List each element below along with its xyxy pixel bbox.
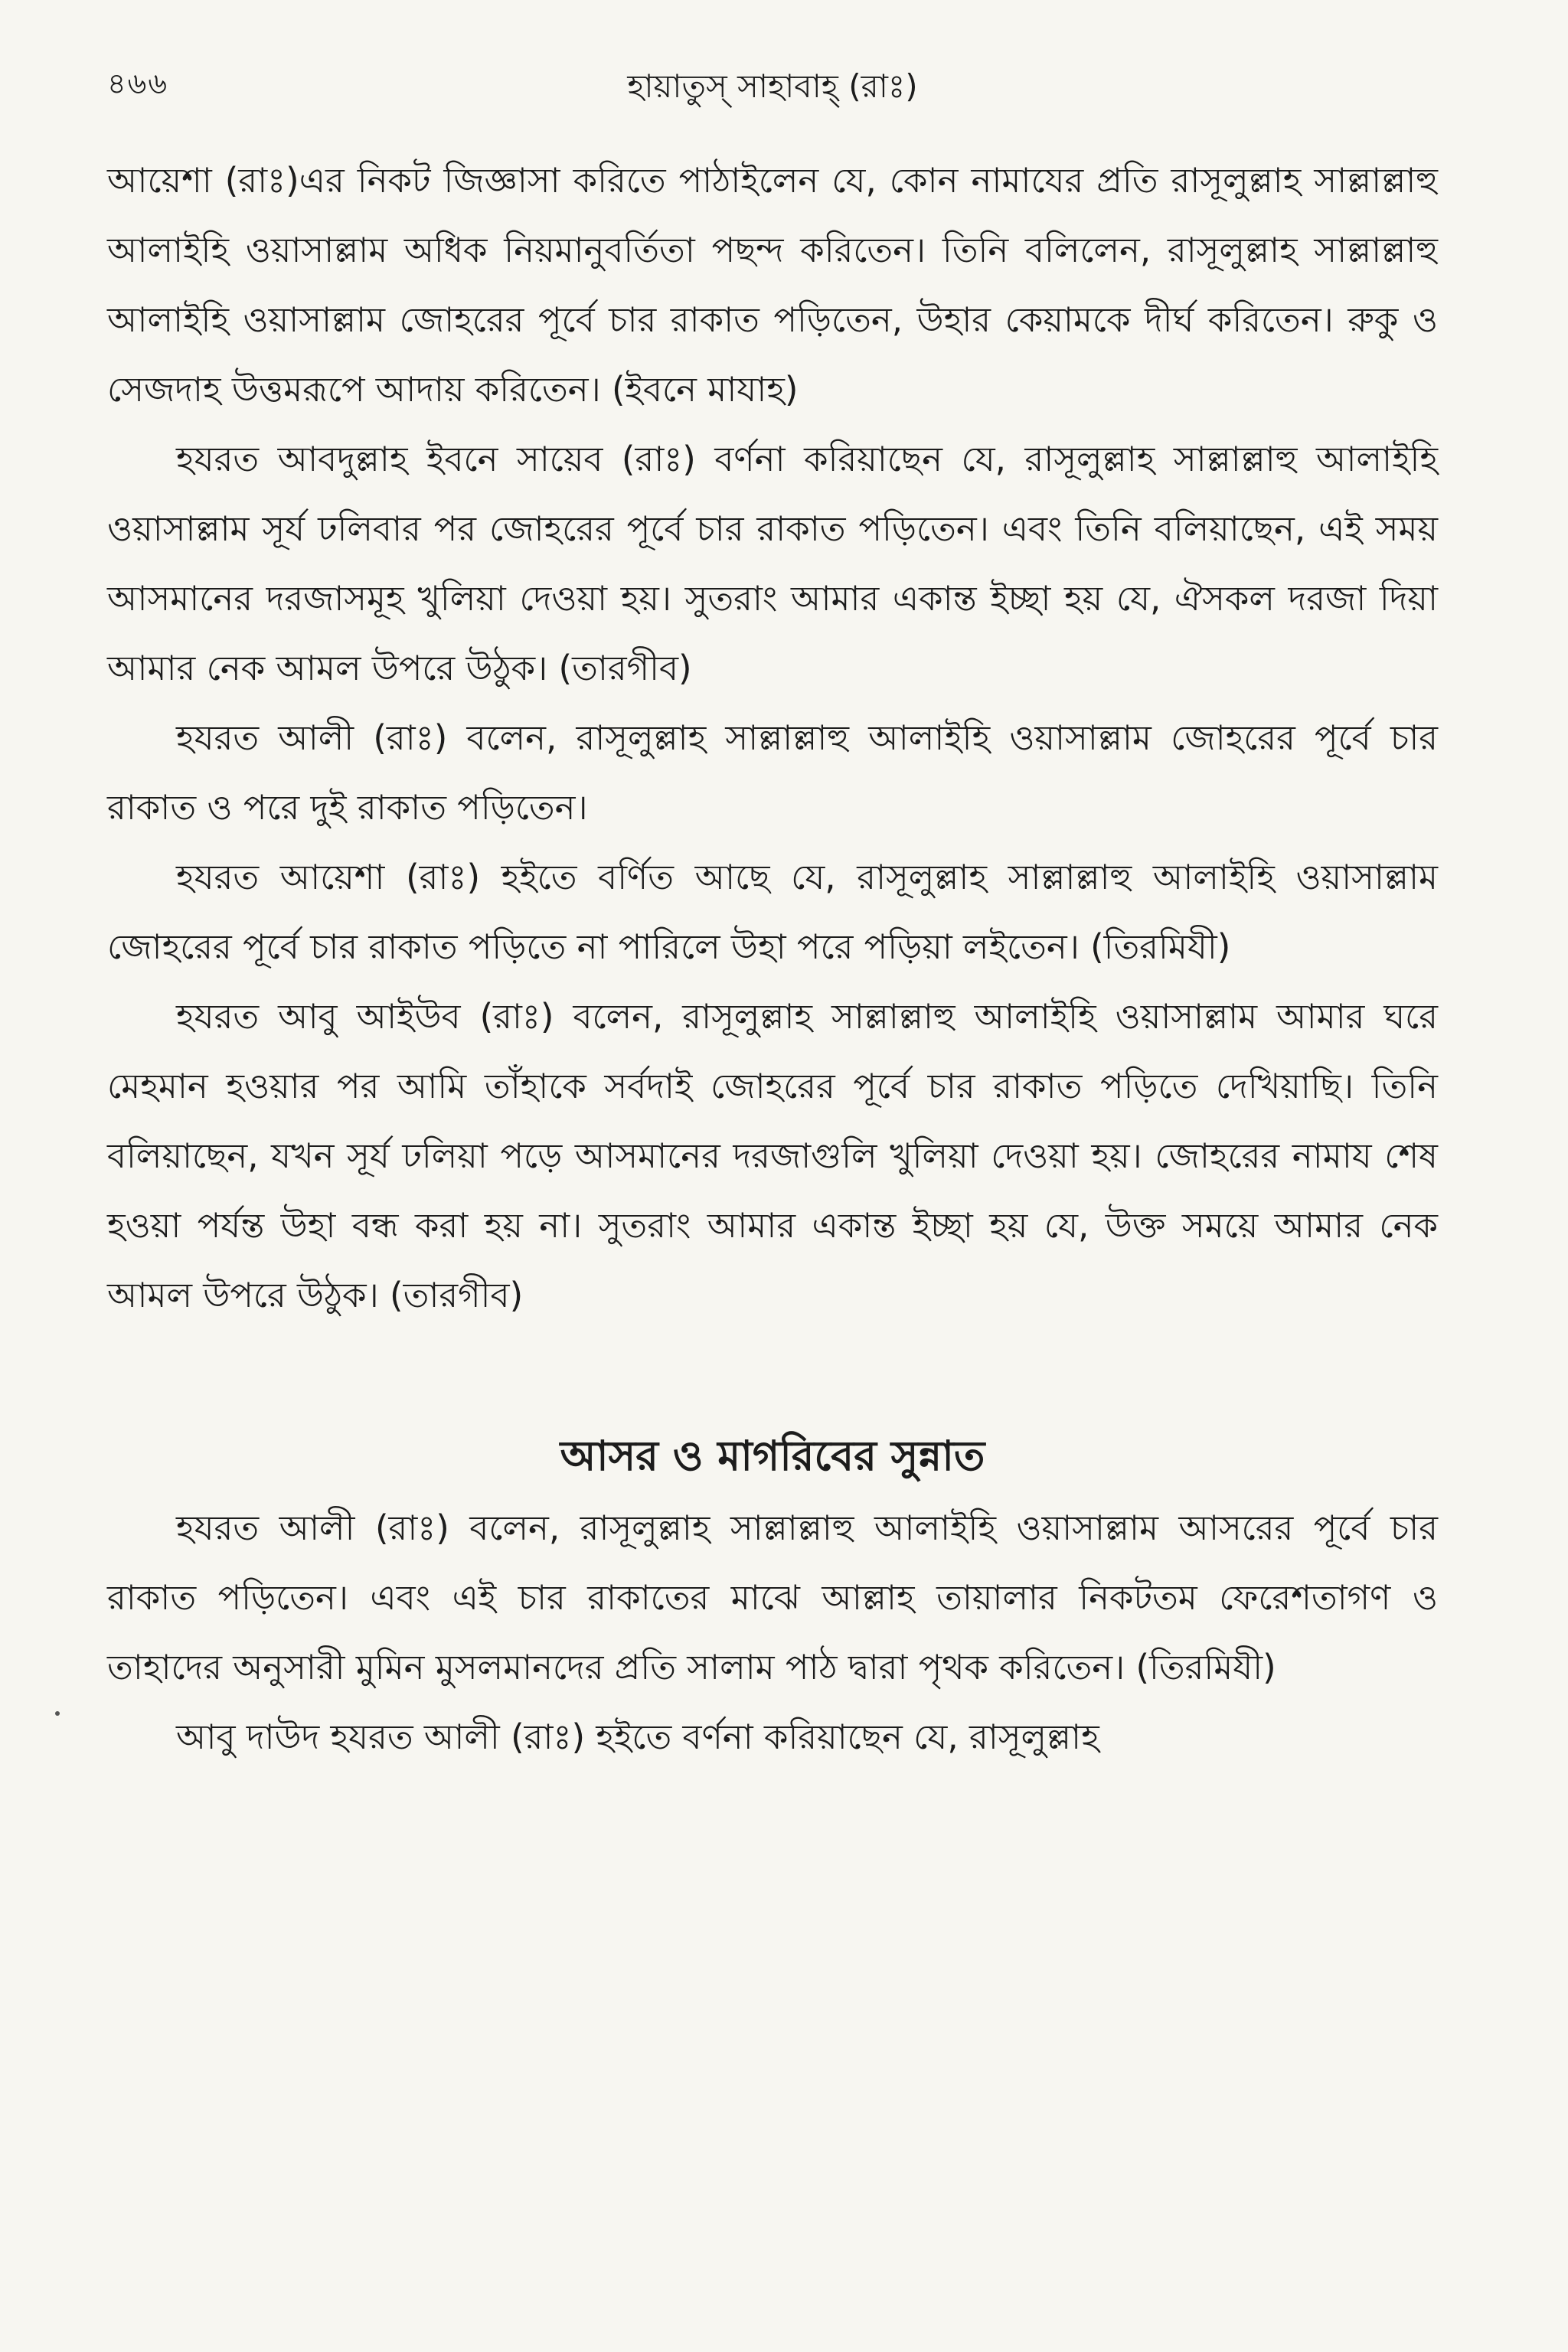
paragraph: হযরত আবদুল্লাহ ইবনে সায়েব (রাঃ) বর্ণনা করিয়াছেন যে, রাসূলুল্লাহ সাল্লাল্লাহু আলাইহি ওয়াসাল্লাম সূর্য ঢলিবার পর জোহরের পূর্বে চার রাকাত পড়িতেন। এবং তিনি বলিয়াছেন, এই সময় আসমানের দরজাসমূহ খুলিয়া দেওয়া হয়। সুতরাং আমার একান্ত ইচ্ছা হয় যে, ঐসকল দরজা দিয়া আমার নেক আমল উপরে উঠুক। (তারগীব) [107, 439, 1438, 688]
paragraph: হযরত আবু আইউব (রাঃ) বলেন, রাসূলুল্লাহ সাল্লাল্লাহু আলাইহি ওয়াসাল্লাম আমার ঘরে মেহমান হওয়ার পর আমি তাঁহাকে সর্বদাই জোহরের পূর্বে চার রাকাত পড়িতে দেখিয়াছি। তিনি বলিয়াছেন, যখন সূর্য ঢলিয়া পড়ে আসমানের দরজাগুলি খুলিয়া দেওয়া হয়। জোহরের নামায শেষ হওয়া পর্যন্ত উহা বন্ধ করা হয় না। সুতরাং আমার একান্ত ইচ্ছা হয় যে, উক্ত সময়ে আমার নেক আমল উপরে উঠুক। (তারগীব) [107, 996, 1438, 1315]
book-title: হায়াতুস্ সাহাবাহ্ (রাঃ) [627, 67, 918, 105]
paragraph-truncated: আবু দাউদ হযরত আলী (রাঃ) হইতে বর্ণনা করিয়াছেন যে, রাসূলুল্লাহ [176, 1717, 1099, 1757]
body-text [107, 145, 1438, 1772]
paragraph: হযরত আলী (রাঃ) বলেন, রাসূলুল্লাহ সাল্লাল্লাহু আলাইহি ওয়াসাল্লাম আসরের পূর্বে চার রাকাত পড়িতেন। এবং এই চার রাকাতের মাঝে আল্লাহ তায়ালার নিকটতম ফেরেশতাগণ ও তাহাদের অনুসারী মুমিন মুসলমানদের প্রতি সালাম পাঠ দ্বারা পৃথক করিতেন। (তিরমিযী) [107, 1508, 1438, 1687]
paragraph-continued: আয়েশা (রাঃ)এর নিকট জিজ্ঞাসা করিতে পাঠাইলেন যে, কোন নামাযের প্রতি রাসূলুল্লাহ সাল্লাল্লাহু আলাইহি ওয়াসাল্লাম অধিক নিয়মানুবর্তিতা পছন্দ করিতেন। তিনি বলিলেন, রাসূলুল্লাহ সাল্লাল্লাহু আলাইহি ওয়াসাল্লাম জোহরের পূর্বে চার রাকাত পড়িতেন, উহার কেয়ামকে দীর্ঘ করিতেন। রুকু ও সেজদাহ উত্তমরূপে আদায় করিতেন। (ইবনে মাযাহ) [107, 160, 1438, 410]
paragraph: হযরত আয়েশা (রাঃ) হইতে বর্ণিত আছে যে, রাসূলুল্লাহ সাল্লাল্লাহু আলাইহি ওয়াসাল্লাম জোহরের পূর্বে চার রাকাত পড়িতে না পারিলে উহা পরে পড়িয়া লইতেন। (তিরমিযী) [107, 857, 1438, 967]
print-speck [55, 1711, 60, 1716]
running-header [107, 46, 1438, 122]
section-heading: আসর ও মাগরিবের সুন্নাত [560, 1432, 985, 1480]
paragraph: হযরত আলী (রাঃ) বলেন, রাসূলুল্লাহ সাল্লাল্লাহু আলাইহি ওয়াসাল্লাম জোহরের পূর্বে চার রাকাত ও পরে দুই রাকাত পড়িতেন। [107, 717, 1438, 828]
page-number: ৪৬৬ [107, 67, 169, 100]
